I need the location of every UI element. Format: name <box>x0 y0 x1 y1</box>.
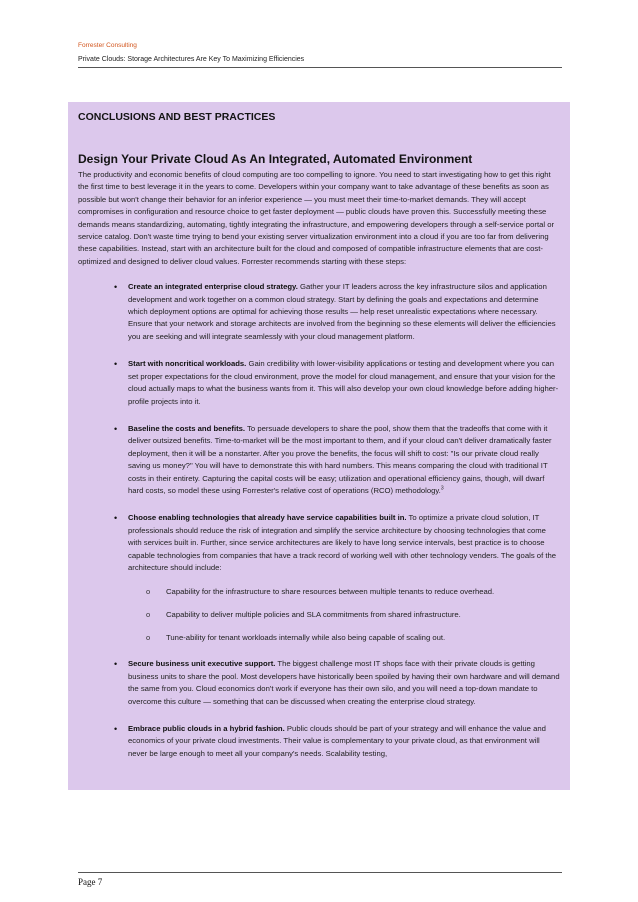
circle-bullet-icon: o <box>146 587 151 597</box>
page-number: Page 7 <box>78 877 103 887</box>
brand-name: Forrester Consulting <box>78 42 137 49</box>
bullet-icon: • <box>114 659 118 670</box>
page-header <box>78 41 560 66</box>
list-item <box>78 658 560 708</box>
section-heading: CONCLUSIONS AND BEST PRACTICES <box>78 111 276 123</box>
bullet-icon: • <box>114 724 118 734</box>
bullet-lead: Start with noncritical workloads. <box>128 359 247 369</box>
sub-item-text: Capability to deliver multiple policies and SLA commitments from shared infrastructure. <box>166 610 461 620</box>
bullet-text: Public clouds should be part of your strategy and will enhance the value and economics of your private cloud investments. Their value is complementary to your private cloud, as that environment will never be large enough to meet all your company's needs. Scalability testing, <box>128 724 546 758</box>
document-title: Private Clouds: Storage Architectures Are Key To Maximizing Efficiencies <box>78 56 305 63</box>
footnote-marker: 3 <box>440 485 444 492</box>
list-item <box>78 281 560 343</box>
sub-item-text: Capability for the infrastructure to share resources between multiple tenants to reduce overhead. <box>166 587 495 597</box>
bullet-lead: Choose enabling technologies that already have service capabilities built in. <box>128 513 407 523</box>
bullet-icon: • <box>114 359 118 370</box>
sub-item-text: Tune-ability for tenant workloads internally while also being capable of scaling out. <box>166 633 446 643</box>
bullet-lead: Baseline the costs and benefits. <box>128 423 246 433</box>
list-item <box>78 512 560 643</box>
intro-paragraph: The productivity and economic benefits of cloud computing are too compelling to ignore. You need to start investigating how to get this right the first time to best leverage it in the years to come. Developers within your company want to take advantage of these benefits as soon as possible but won't change their behavior for an inferior experience — you must meet their time-to-market demands. They will accept compromises in configuration and resource choice to get faster deployment — public clouds have proven this. Successfully meeting these demands means standardizing, automating, tightly integrating the infrastructure, and empowering developers through a self-service portal or service catalog. Don't waste time trying to bend your existing server virtualization environment into a cloud if you are too far from delivering these capabilities. Instead, start with an architecture built for the cloud and composed of compatible infrastructure elements that are cost-optimized and designed to deliver cloud values. Forrester recommends starting with these steps: <box>78 170 555 266</box>
bullet-text: To persuade developers to share the pool, show them that the tradeoffs that come with it deliver outsized benefits. Time-to-market will be the most important to them, and if your cloud can't deliver dramatically faster deployment, then it will be a nonstarter. After you prove the benefits, the focus will shift to cost: "Is our private cloud really saving us money?" You will have to demonstrate this with hard numbers. This means comparing the cloud with traditional IT costs in their entirety. Capturing the capital costs will be easy; utilization and operational efficiency gains, though, will dwarf hard costs, so model these using Forrester's relative cost of operations (RCO) methodology. <box>128 423 552 495</box>
recommendation-list <box>78 281 560 760</box>
sub-list-item <box>128 610 560 620</box>
conclusions-panel <box>68 102 570 790</box>
sub-list-item <box>128 587 560 597</box>
bullet-text: The biggest challenge most IT shops face with their private clouds is getting business units to share the pool. Most developers have historically been spoiled by having their own hardware and will demand the same from you. Cloud economics don't work if everyone has their own silo, and you will need a top-down mandate to overcome this culture — something that can be discussed when creating the enterprise cloud strategy. <box>128 659 560 706</box>
circle-bullet-icon: o <box>146 610 151 620</box>
bullet-icon: • <box>114 282 118 293</box>
section-subheading: Design Your Private Cloud As An Integrated, Automated Environment <box>78 152 473 166</box>
list-item <box>78 723 560 760</box>
bullet-text: Gather your IT leaders across the key infrastructure silos and application development and work together on a common cloud strategy. Start by defining the goals and expectations and determine which deployment options are optimal for achieving those results — help reset unrealistic expectations where necessary. Ensure that your network and storage architects are involved from the beginning so these elements will deliver the efficiencies you are seeking and will integrate seamlessly with your cloud management platform. <box>128 282 556 341</box>
bullet-lead: Create an integrated enterprise cloud strategy. <box>128 282 298 292</box>
bullet-lead: Secure business unit executive support. <box>128 659 276 669</box>
sub-list-item <box>128 633 560 643</box>
footer-divider <box>78 872 562 873</box>
bullet-icon: • <box>114 423 118 434</box>
header-divider <box>78 67 562 68</box>
bullet-text: Gain credibility with lower-visibility applications or testing and development where you can set proper expectations for the cloud environment, prove the model for cloud management, and ensure that your vision for the cloud actually maps to what the business wants from it. This will also develop your own cloud knowledge before adding higher-profile projects into it. <box>128 359 559 406</box>
bullet-text: To optimize a private cloud solution, IT professionals should reduce the risk of integration and simplify the service architecture by choosing technologies that come with services built in. Further, since service architectures are likely to have long service intervals, best practice is to choose capable technologies from companies that have a track record of working well with other technology venders. The goals of the architecture should include: <box>128 513 557 572</box>
circle-bullet-icon: o <box>146 633 151 643</box>
architecture-goals-list <box>128 587 560 643</box>
bullet-lead: Embrace public clouds in a hybrid fashion. <box>128 724 285 733</box>
list-item <box>78 358 560 408</box>
bullet-icon: • <box>114 513 118 524</box>
list-item <box>78 423 560 497</box>
